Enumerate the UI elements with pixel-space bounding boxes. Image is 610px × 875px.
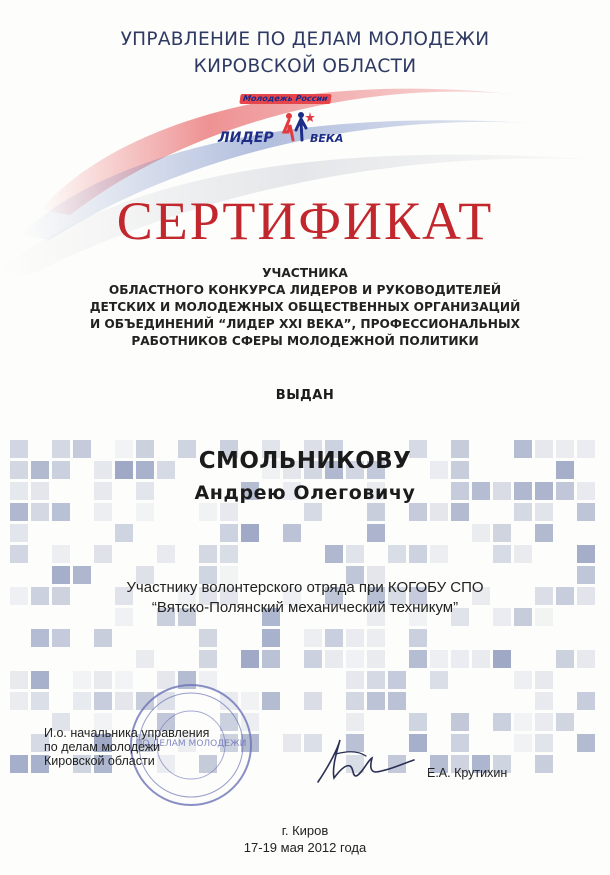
pixel-tile <box>451 650 469 668</box>
signer-position-line-3: Кировской области <box>44 754 155 768</box>
issued-label: ВЫДАН <box>275 388 335 403</box>
pixel-tile <box>472 524 490 542</box>
pixel-tile <box>346 671 364 689</box>
pixel-tile <box>367 671 385 689</box>
pixel-tile <box>409 503 427 521</box>
pixel-tile <box>94 629 112 647</box>
description-line-5: РАБОТНИКОВ СФЕРЫ МОЛОДЕЖНОЙ ПОЛИТИКИ <box>131 334 479 348</box>
signer-position-line-1: И.о. начальника управления <box>44 726 210 740</box>
recipient-role <box>0 578 610 618</box>
pixel-tile <box>451 503 469 521</box>
stamp-text: ПО ДЕЛАМ МОЛОДЕЖИ <box>135 739 247 749</box>
pixel-tile <box>346 713 364 731</box>
pixel-tile <box>31 671 49 689</box>
pixel-tile <box>304 503 322 521</box>
pixel-tile <box>31 629 49 647</box>
pixel-tile <box>388 671 406 689</box>
pixel-tile <box>409 629 427 647</box>
pixel-tile <box>346 650 364 668</box>
pixel-tile <box>409 713 427 731</box>
pixel-tile <box>430 545 448 563</box>
description-line-1: УЧАСТНИКА <box>262 266 348 280</box>
pixel-tile <box>388 692 406 710</box>
pixel-tile <box>535 755 553 773</box>
pixel-tile <box>52 629 70 647</box>
pixel-tile <box>262 692 280 710</box>
pixel-tile <box>430 671 448 689</box>
pixel-tile <box>472 650 490 668</box>
pixel-tile <box>52 503 70 521</box>
pixel-tile <box>577 503 595 521</box>
pixel-tile <box>388 545 406 563</box>
lider-logo <box>200 92 380 162</box>
pixel-tile <box>346 545 364 563</box>
pixel-tile <box>493 650 511 668</box>
pixel-tile <box>535 692 553 710</box>
pixel-tile <box>283 524 301 542</box>
pixel-tile <box>73 671 91 689</box>
pixel-tile <box>73 692 91 710</box>
pixel-tile <box>304 629 322 647</box>
description-line-2: ОБЛАСТНОГО КОНКУРСА ЛИДЕРОВ И РУКОВОДИТЕЛЕЙ <box>108 283 502 297</box>
pixel-tile <box>577 545 595 563</box>
pixel-tile <box>199 629 217 647</box>
pixel-tile <box>157 545 175 563</box>
footer-block <box>0 822 610 856</box>
pixel-tile <box>31 503 49 521</box>
pixel-tile <box>10 524 28 542</box>
pixel-tile <box>31 692 49 710</box>
issuer-line-1: УПРАВЛЕНИЕ ПО ДЕЛАМ МОЛОДЕЖИ <box>120 29 490 50</box>
logo-tag: Молодежь России <box>239 94 331 104</box>
pixel-tile <box>241 650 259 668</box>
pixel-tile <box>199 503 217 521</box>
pixel-tile <box>451 734 469 752</box>
signer-name: Е.А. Крутихин <box>427 766 508 780</box>
pixel-tile <box>262 629 280 647</box>
pixel-tile <box>493 713 511 731</box>
pixel-tile <box>283 734 301 752</box>
pixel-tile <box>346 629 364 647</box>
pixel-tile <box>493 524 511 542</box>
logo-brand: ЛИДЕР <box>218 130 274 146</box>
logo-brand-suffix: ВЕКА <box>310 132 344 145</box>
pixel-tile <box>535 713 553 731</box>
pixel-tile <box>94 503 112 521</box>
pixel-tile <box>115 524 133 542</box>
pixel-tile <box>514 545 532 563</box>
pixel-tile <box>52 545 70 563</box>
pixel-tile <box>136 503 154 521</box>
pixel-tile <box>262 650 280 668</box>
pixel-tile <box>535 734 553 752</box>
pixel-tile <box>409 650 427 668</box>
pixel-tile <box>577 650 595 668</box>
pixel-tile <box>514 671 532 689</box>
pixel-tile <box>199 650 217 668</box>
pixel-tile <box>220 524 238 542</box>
pixel-tile <box>535 671 553 689</box>
role-line-2: “Вятско-Полянский механический техникум” <box>151 599 459 616</box>
recipient-surname: СМОЛЬНИКОВУ <box>198 448 412 474</box>
pixel-tile <box>10 671 28 689</box>
pixel-tile <box>493 545 511 563</box>
pixel-tile <box>577 692 595 710</box>
description-block <box>0 265 610 350</box>
pixel-tile <box>10 503 28 521</box>
pixel-tile <box>346 692 364 710</box>
pixel-tile <box>367 650 385 668</box>
pixel-tile <box>556 713 574 731</box>
pixel-tile <box>367 692 385 710</box>
pixel-tile <box>451 713 469 731</box>
pixel-tile <box>94 545 112 563</box>
pixel-tile <box>514 713 532 731</box>
signer-position-line-2: по делам молодежи <box>44 740 161 754</box>
pixel-tile <box>94 671 112 689</box>
pixel-tile <box>304 650 322 668</box>
issuer-line-2: КИРОВСКОЙ ОБЛАСТИ <box>193 56 417 77</box>
pixel-tile <box>430 503 448 521</box>
description-line-4: И ОБЪЕДИНЕНИЙ “ЛИДЕР XXI ВЕКА”, ПРОФЕССИОНАЛЬНЫХ <box>89 317 521 331</box>
pixel-tile <box>136 650 154 668</box>
pixel-tile <box>304 692 322 710</box>
pixel-tile <box>241 524 259 542</box>
pixel-tile <box>94 692 112 710</box>
pixel-tile <box>367 503 385 521</box>
pixel-tile <box>10 755 28 773</box>
footer-date: 17-19 мая 2012 года <box>243 840 367 855</box>
pixel-tile <box>514 734 532 752</box>
signer-position <box>44 726 209 768</box>
pixel-tile <box>430 650 448 668</box>
handwritten-signature <box>310 734 420 788</box>
pixel-tile <box>220 503 238 521</box>
certificate-title: СЕРТИФИКАТ <box>116 191 494 251</box>
pixel-tile <box>325 650 343 668</box>
pixel-tile <box>10 545 28 563</box>
issuer-block <box>0 26 610 80</box>
pixel-tile <box>367 524 385 542</box>
pixel-tile <box>535 503 553 521</box>
pixel-tile <box>535 524 553 542</box>
pixel-tile <box>220 545 238 563</box>
pixel-tile <box>556 650 574 668</box>
recipient-given-name: Андрею Олеговичу <box>194 482 416 504</box>
pixel-tile <box>325 629 343 647</box>
pixel-tile <box>409 545 427 563</box>
pixel-tile <box>10 692 28 710</box>
pixel-tile <box>199 545 217 563</box>
role-line-1: Участнику волонтерского отряда при КОГОБУ СПО <box>126 579 484 596</box>
footer-city: г. Киров <box>281 823 329 838</box>
pixel-tile <box>367 629 385 647</box>
pixel-tile <box>325 545 343 563</box>
pixel-tile <box>577 734 595 752</box>
pixel-tile <box>514 503 532 521</box>
description-line-3: ДЕТСКИХ И МОЛОДЕЖНЫХ ОБЩЕСТВЕННЫХ ОРГАНИЗАЦИЙ <box>89 300 521 314</box>
